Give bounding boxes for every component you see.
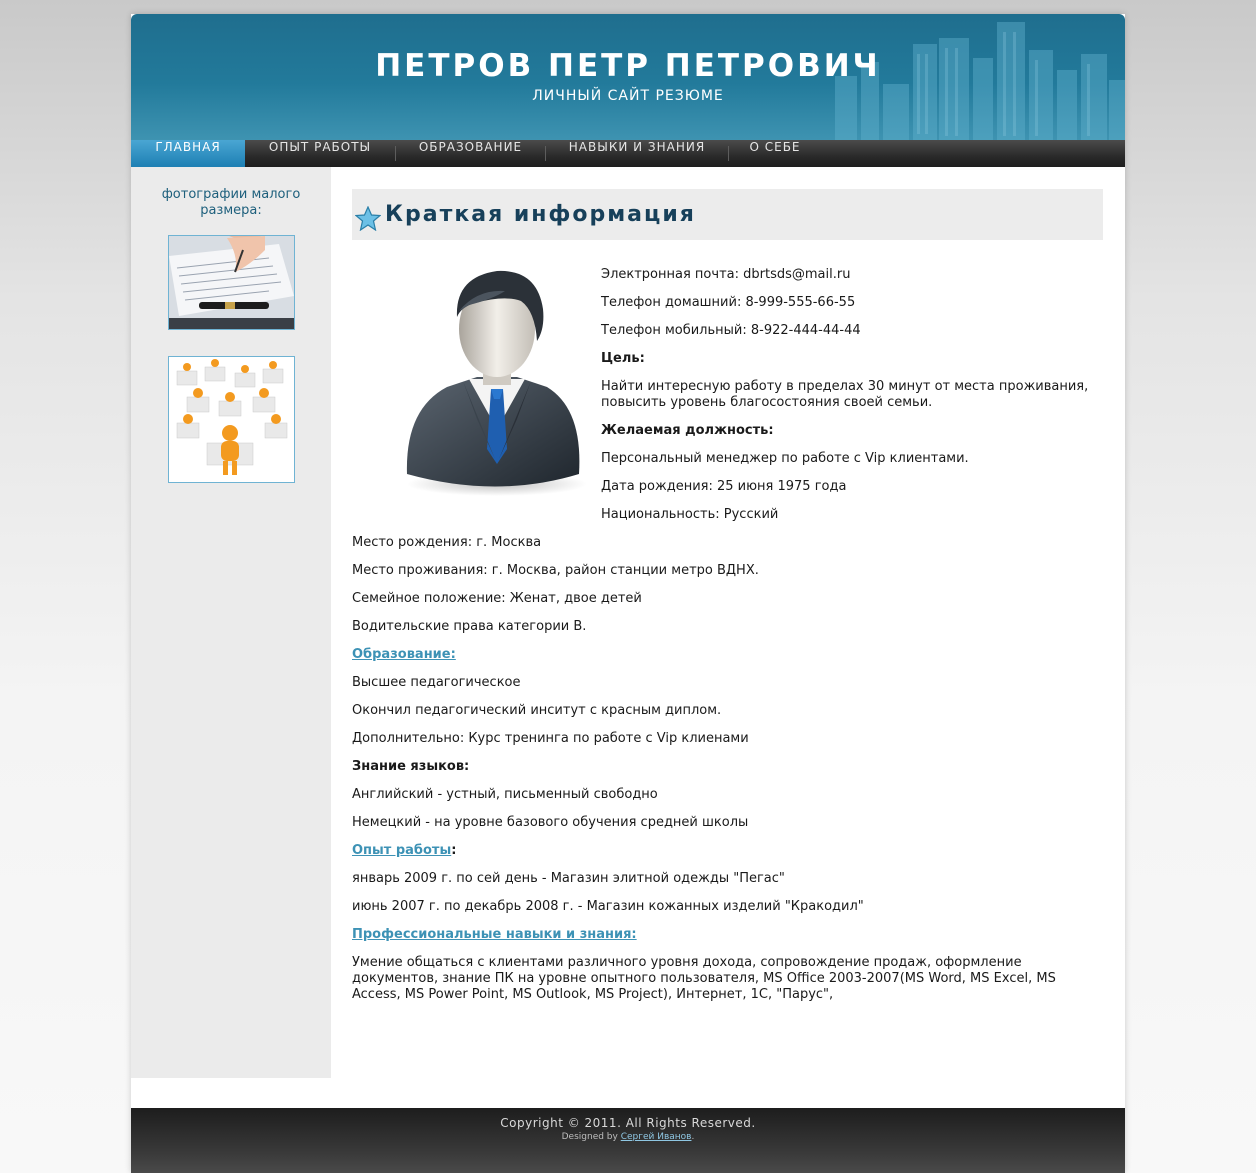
- birth-place-text: Место рождения: г. Москва: [352, 535, 542, 550]
- education-text-3: Дополнительно: Курс тренинга по работе с Vip клиенами: [352, 731, 749, 746]
- user-avatar-icon: [397, 259, 587, 499]
- residence-text: Место проживания: г. Москва, район станции метро ВДНХ.: [352, 563, 759, 578]
- page: [131, 14, 1125, 1173]
- designed-by-end: .: [691, 1132, 695, 1142]
- goal-text: Найти интересную работу в пределах 30 минут от места проживания, повысить уровень благосостояния своей семьи.: [601, 379, 1089, 410]
- thumbnail-writing-photo[interactable]: [168, 235, 295, 330]
- email-text: Электронная почта: dbrtsds@mail.ru: [601, 267, 851, 282]
- main-nav: [131, 140, 1125, 167]
- goal-heading: Цель:: [601, 351, 645, 366]
- nav-item-skills[interactable]: НАВЫКИ И ЗНАНИЯ: [568, 140, 706, 154]
- license-text: Водительские права категории В.: [352, 619, 587, 634]
- copyright-text: Copyright © 2011. All Rights Reserved.: [500, 1116, 756, 1130]
- education-text-1: Высшее педагогическое: [352, 675, 521, 690]
- designed-by-label: Designed by: [561, 1132, 621, 1142]
- experience-colon: :: [451, 843, 457, 858]
- nav-item-about[interactable]: О СЕБЕ: [749, 140, 801, 154]
- phone-mobile-text: Телефон мобильный: 8-922-444-44-44: [601, 323, 861, 338]
- team-figures-image: [169, 357, 294, 482]
- star-icon: [355, 206, 381, 231]
- position-text: Персональный менеджер по работе с Vip клиентами.: [601, 451, 969, 466]
- education-link[interactable]: Образование:: [352, 647, 456, 662]
- family-text: Семейное положение: Женат, двое детей: [352, 591, 642, 606]
- thumbnail-team-photo[interactable]: [168, 356, 295, 483]
- site-footer: [131, 1108, 1125, 1173]
- language-text-1: Английский - устный, письменный свободно: [352, 787, 658, 802]
- birth-date-text: Дата рождения: 25 июня 1975 года: [601, 479, 847, 494]
- position-heading: Желаемая должность:: [601, 423, 774, 438]
- skills-text: Умение общаться с клиентами различного уровня дохода, сопровождение продаж, оформление документов, знание ПК на уровне опытного пользователя, MS Office 2003-2007(MS Word, MS Excel, MS Access, MS Power Point, MS Outlook, MS Project), Интернет, 1С, "Парус",: [352, 955, 1056, 1002]
- experience-text-1: январь 2009 г. по сей день - Магазин элитной одежды "Пегас": [352, 871, 785, 886]
- nav-item-experience[interactable]: ОПЫТ РАБОТЫ: [268, 140, 372, 154]
- nationality-text: Национальность: Русский: [601, 507, 779, 522]
- experience-link[interactable]: Опыт работы: [352, 843, 452, 858]
- site-header: [131, 14, 1125, 140]
- section-header: [352, 189, 1103, 240]
- designed-by-text: [131, 1132, 1125, 1142]
- experience-heading: [352, 843, 456, 858]
- languages-heading: Знание языков:: [352, 759, 470, 774]
- experience-text-2: июнь 2007 г. по декабрь 2008 г. - Магазин кожанных изделий "Кракодил": [352, 899, 864, 914]
- section-title: Краткая информация: [385, 202, 696, 227]
- language-text-2: Немецкий - на уровне базового обучения средней школы: [352, 815, 749, 830]
- education-text-2: Окончил педагогический инситут с красным диплом.: [352, 703, 722, 718]
- nav-item-education[interactable]: ОБРАЗОВАНИЕ: [418, 140, 523, 154]
- writing-hand-image: [169, 236, 294, 329]
- site-title: ПЕТРОВ ПЕТР ПЕТРОВИЧ: [375, 48, 881, 84]
- sidebar: [131, 167, 331, 1078]
- phone-home-text: Телефон домашний: 8-999-555-66-55: [601, 295, 856, 310]
- nav-item-main[interactable]: ГЛАВНАЯ: [131, 140, 245, 167]
- designer-link[interactable]: Сергей Иванов: [620, 1132, 692, 1142]
- site-subtitle: ЛИЧНЫЙ САЙТ РЕЗЮМЕ: [532, 88, 724, 104]
- skills-link[interactable]: Профессиональные навыки и знания:: [352, 927, 637, 942]
- sidebar-caption: фотографии малого размера:: [161, 187, 301, 218]
